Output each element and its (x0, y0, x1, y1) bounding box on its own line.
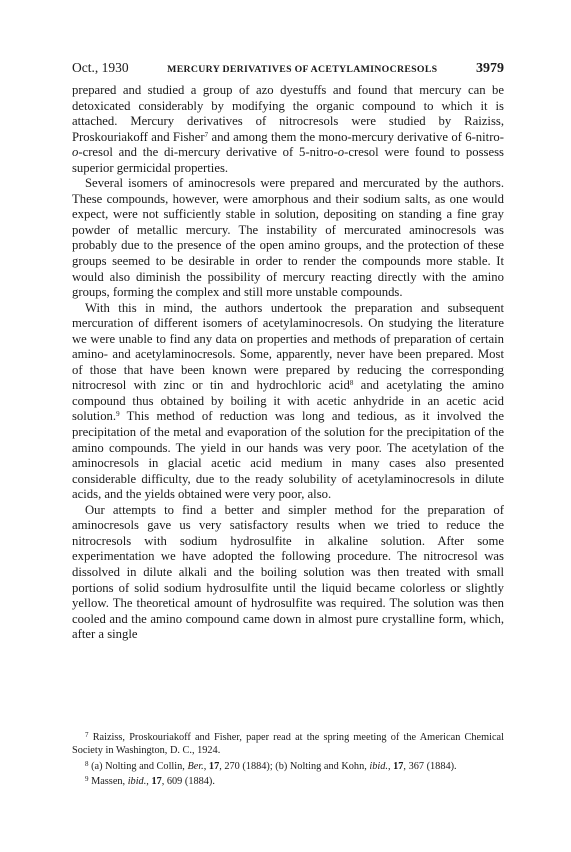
footnote-8-number: 8 (85, 759, 89, 768)
paragraph-2: Several isomers of aminocresols were prepared and mercurated by the authors. These compounds, however, were amorphous and their sodium salts, as one would expect, were not sufficiently stable in solution, depositing on standing a fine gray powder of metallic mercury. The instability of mercurated aminocresols was probably due to the presence of the open amino groups, and the protection of these groups seemed to be desirable in order to render the compounds more stable. It would also diminish the possibility of mercury reacting directly with the amino groups, forming the complex and still more unstable compounds. (72, 176, 504, 300)
paragraph-3-text-a: With this in mind, the authors undertook the preparation and subsequent mercuration of different isomers of acetylaminocresols. On studying the literature we were unable to find any data on properties and methods of preparation of certain amino- and acetylaminocresols. Some, apparently, never have been prepared. Most of those that have been known were prepared by reducing the corresponding nitrocresol with zinc or tin and hydrochloric acid (72, 300, 504, 393)
footnote-ref-9: 9 (116, 410, 120, 419)
ibid-italic: ibid. (127, 776, 147, 788)
journal-abbrev: Ber. (187, 760, 204, 772)
paragraph-3-text-b: and acetylating the amino compound thus obtained by boiling it with acetic anhydride in an acetic acid solution. (72, 378, 504, 424)
paragraph-1-text: prepared and studied a group of azo dyestuffs and found that mercury can be detoxicated considerably by modifying the organic compound to which it is attached. Mercury derivatives of nitrocresols were studied by Raiziss, Proskouriakoff and Fisher (72, 83, 504, 144)
header-title: MERCURY DERIVATIVES OF ACETYLAMINOCRESOLS (167, 64, 438, 75)
footnote-7 (72, 729, 504, 758)
running-header (72, 60, 504, 77)
footnote-8 (72, 758, 504, 773)
footnotes (72, 729, 504, 789)
ortho-italic: o (72, 145, 79, 160)
paragraph-1-text-b: and among them the mono-mercury derivative of 6-nitro- (208, 129, 504, 144)
footnote-8-text: , (387, 760, 394, 772)
paragraph-4: Our attempts to find a better and simpler method for the preparation of aminocresols gave us very satisfactory results when we tried to reduce the nitrocresols with sodium hydrosulfite in alkaline solution. After some experimentation we have adopted the following procedure. The nitrocresol was dissolved in dilute alkali and the boiling solution was then treated with small portions of solid sodium hydrosulfite until the liquid became colorless or slightly yellow. The theoretical amount of hydrosulfite was required. The solution was then cooled and the amino compound came down in almost pure crystalline form, which, after a single (72, 502, 504, 642)
footnote-7-text: Raiziss, Proskouriakoff and Fisher, paper read at the spring meeting of the American Chemical Society in Washington, D. C., 1924. (72, 732, 504, 757)
footnote-8-text: (a) Nolting and Collin, (88, 760, 188, 772)
footnote-9-text: , 609 (1884). (161, 776, 215, 788)
ibid-italic: ibid. (369, 760, 388, 772)
footnote-9-number: 9 (85, 775, 89, 784)
volume-number: 17 (208, 760, 220, 772)
footnote-ref-7: 7 (204, 130, 209, 139)
header-page-number: 3979 (475, 61, 504, 76)
footnote-8-text: , 270 (1884); (b) Nolting and Kohn, (219, 760, 370, 772)
footnote-8-text: , (203, 760, 209, 772)
paragraph-3-text-c: This method of reduction was long and tedious, as it involved the precipitation of the metal and evaporation of the solution for the precipitation of the amino compounds. The yield in our hands was very poor. The acetylation of the aminocresols in glacial acetic acid medium in many cases also presented considerable difficulty, due to the ready solubility of acetylaminocresols in dilute acids, and the yields obtained were very poor, also. (72, 409, 504, 502)
footnote-ref-8: 8 (349, 379, 354, 388)
footnote-9-text: Massen, (88, 776, 128, 788)
ortho-italic: o (337, 145, 345, 160)
paragraph-3 (72, 301, 504, 503)
footnote-9-text: , (146, 776, 152, 788)
paragraph-1-text-d: -cresol were found to possess superior germicidal properties. (72, 145, 504, 175)
header-date: Oct., 1930 (72, 60, 129, 75)
paragraph-1 (72, 83, 504, 176)
footnote-7-number: 7 (85, 731, 89, 739)
volume-number: 17 (393, 760, 404, 772)
footnote-9 (72, 773, 504, 788)
article-body (72, 83, 504, 643)
volume-number: 17 (151, 776, 162, 788)
footnote-8-text: , 367 (1884). (403, 760, 457, 772)
paragraph-1-text-c: -cresol and the di-mercury derivative of 5-nitro- (78, 145, 338, 160)
